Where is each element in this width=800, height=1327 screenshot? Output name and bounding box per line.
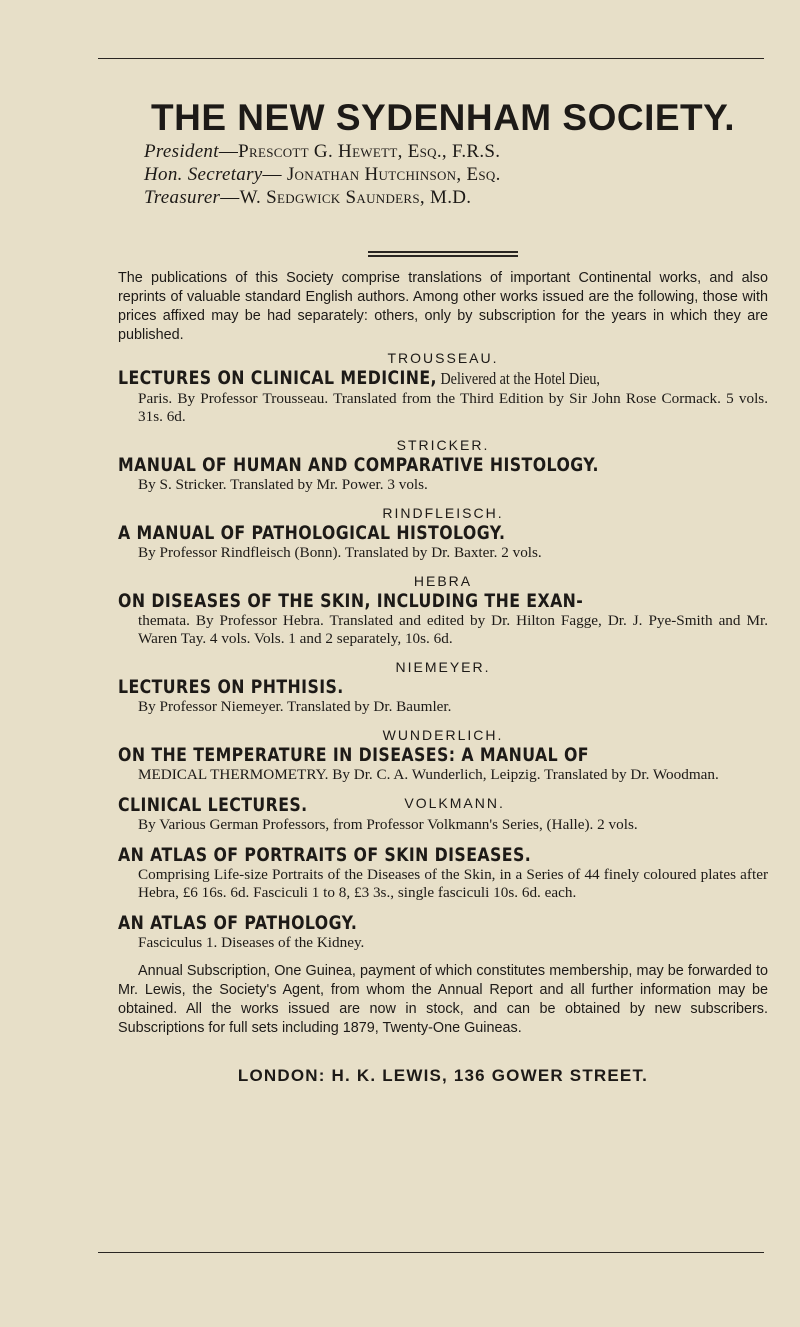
entry-stricker	[118, 436, 768, 494]
entry-title: AN ATLAS OF PATHOLOGY.	[118, 912, 358, 934]
entry-niemeyer	[118, 658, 768, 716]
president-name: —Prescott G. Hewett, Esq., F.R.S.	[218, 141, 501, 162]
author-heading: WUNDERLICH.	[382, 727, 504, 743]
entry-body: By Various German Professors, from Professor Volkmann's Series, (Halle). 2 vols.	[138, 816, 638, 833]
entry-title: AN ATLAS OF PORTRAITS OF SKIN DISEASES.	[118, 844, 532, 866]
treasurer-line	[144, 186, 768, 209]
advertisement-page	[118, 96, 768, 1086]
entry-body: themata. By Professor Hebra. Translated and edited by Dr. Hilton Fagge, Dr. J. Pye-Smith and Mr. Waren Tay. 4 vols. Vols. 1 and 2 separately, 10s. 6d.	[138, 612, 768, 647]
entry-body: Comprising Life-size Portraits of the Diseases of the Skin, in a Series of 44 finely coloured plates after Hebra, £6 16s. 6d. Fasciculi 1 to 8, £3 3s., single fasciculi 10s. 6d. each.	[138, 866, 768, 901]
entry-title: ON THE TEMPERATURE IN DISEASES: A MANUAL OF	[118, 744, 589, 766]
entry-body: Fasciculus 1. Diseases of the Kidney.	[138, 934, 365, 951]
double-rule-divider	[368, 251, 518, 257]
entry-atlas-skin	[118, 844, 768, 902]
president-line	[144, 140, 768, 163]
entry-volkmann	[118, 794, 768, 834]
entry-title-text: LECTURES ON CLINICAL MEDICINE,	[118, 367, 437, 389]
author-heading: VOLKMANN.	[404, 795, 505, 811]
entry-title: LECTURES ON PHTHISIS.	[118, 676, 344, 698]
entry-atlas-pathology	[118, 912, 768, 952]
entry-wunderlich	[118, 726, 768, 784]
secretary-role: Hon. Secretary	[144, 164, 263, 185]
author-heading: TROUSSEAU.	[387, 350, 499, 366]
top-border-rule	[98, 58, 764, 59]
author-heading: NIEMEYER.	[395, 659, 491, 675]
president-role: President	[144, 141, 219, 162]
entry-trousseau	[118, 349, 768, 426]
entry-title: A MANUAL OF PATHOLOGICAL HISTOLOGY.	[118, 522, 506, 544]
entry-body: By S. Stricker. Translated by Mr. Power. 3 vols.	[138, 476, 428, 493]
author-heading: STRICKER.	[396, 437, 490, 453]
entry-body: By Professor Niemeyer. Translated by Dr. Baumler.	[138, 698, 452, 715]
society-title: THE NEW SYDENHAM SOCIETY.	[151, 97, 735, 138]
intro-paragraph: The publications of this Society comprise translations of important Continental works, and also reprints of valuable standard English authors. Among other works issued are the following, those with prices affixed may be had separately: others, only by subscription for the years in which they are published.	[118, 270, 768, 343]
entry-title: CLINICAL LECTURES.	[118, 794, 308, 816]
publisher-imprint: LONDON: H. K. LEWIS, 136 GOWER STREET.	[237, 1066, 649, 1085]
entry-title	[118, 367, 658, 390]
annual-subscription-paragraph: Annual Subscription, One Guinea, payment of which constitutes membership, may be forwarded to Mr. Lewis, the Society's Agent, from whom the Annual Report and all further information may be obtained. All the works issued are now in stock, and can be obtained by new subscribers. Subscriptions for full sets including 1879, Twenty-One Guineas.	[118, 963, 768, 1036]
entry-body: By Professor Rindfleisch (Bonn). Translated by Dr. Baxter. 2 vols.	[138, 544, 542, 561]
secretary-name: — Jonathan Hutchinson, Esq.	[262, 164, 501, 185]
author-heading: HEBRA	[413, 573, 473, 589]
volkmann-title-row	[118, 794, 768, 816]
entry-title-tail: Delivered at the Hotel Dieu,	[436, 369, 600, 388]
author-heading: RINDFLEISCH.	[382, 505, 504, 521]
treasurer-name: —W. Sedgwick Saunders, M.D.	[220, 187, 472, 208]
entry-body: MEDICAL THERMOMETRY. By Dr. C. A. Wunderlich, Leipzig. Translated by Dr. Woodman.	[138, 766, 719, 783]
entry-rindfleisch	[118, 504, 768, 562]
entry-body: Paris. By Professor Trousseau. Translated from the Third Edition by Sir John Rose Cormack. 5 vols. 31s. 6d.	[138, 390, 768, 425]
entry-hebra	[118, 572, 768, 648]
treasurer-role: Treasurer	[144, 187, 221, 208]
entry-title: ON DISEASES OF THE SKIN, INCLUDING THE EXAN-	[118, 590, 584, 612]
bottom-border-rule	[98, 1252, 764, 1253]
secretary-line	[144, 163, 768, 186]
entry-title: MANUAL OF HUMAN AND COMPARATIVE HISTOLOGY.	[118, 454, 599, 476]
